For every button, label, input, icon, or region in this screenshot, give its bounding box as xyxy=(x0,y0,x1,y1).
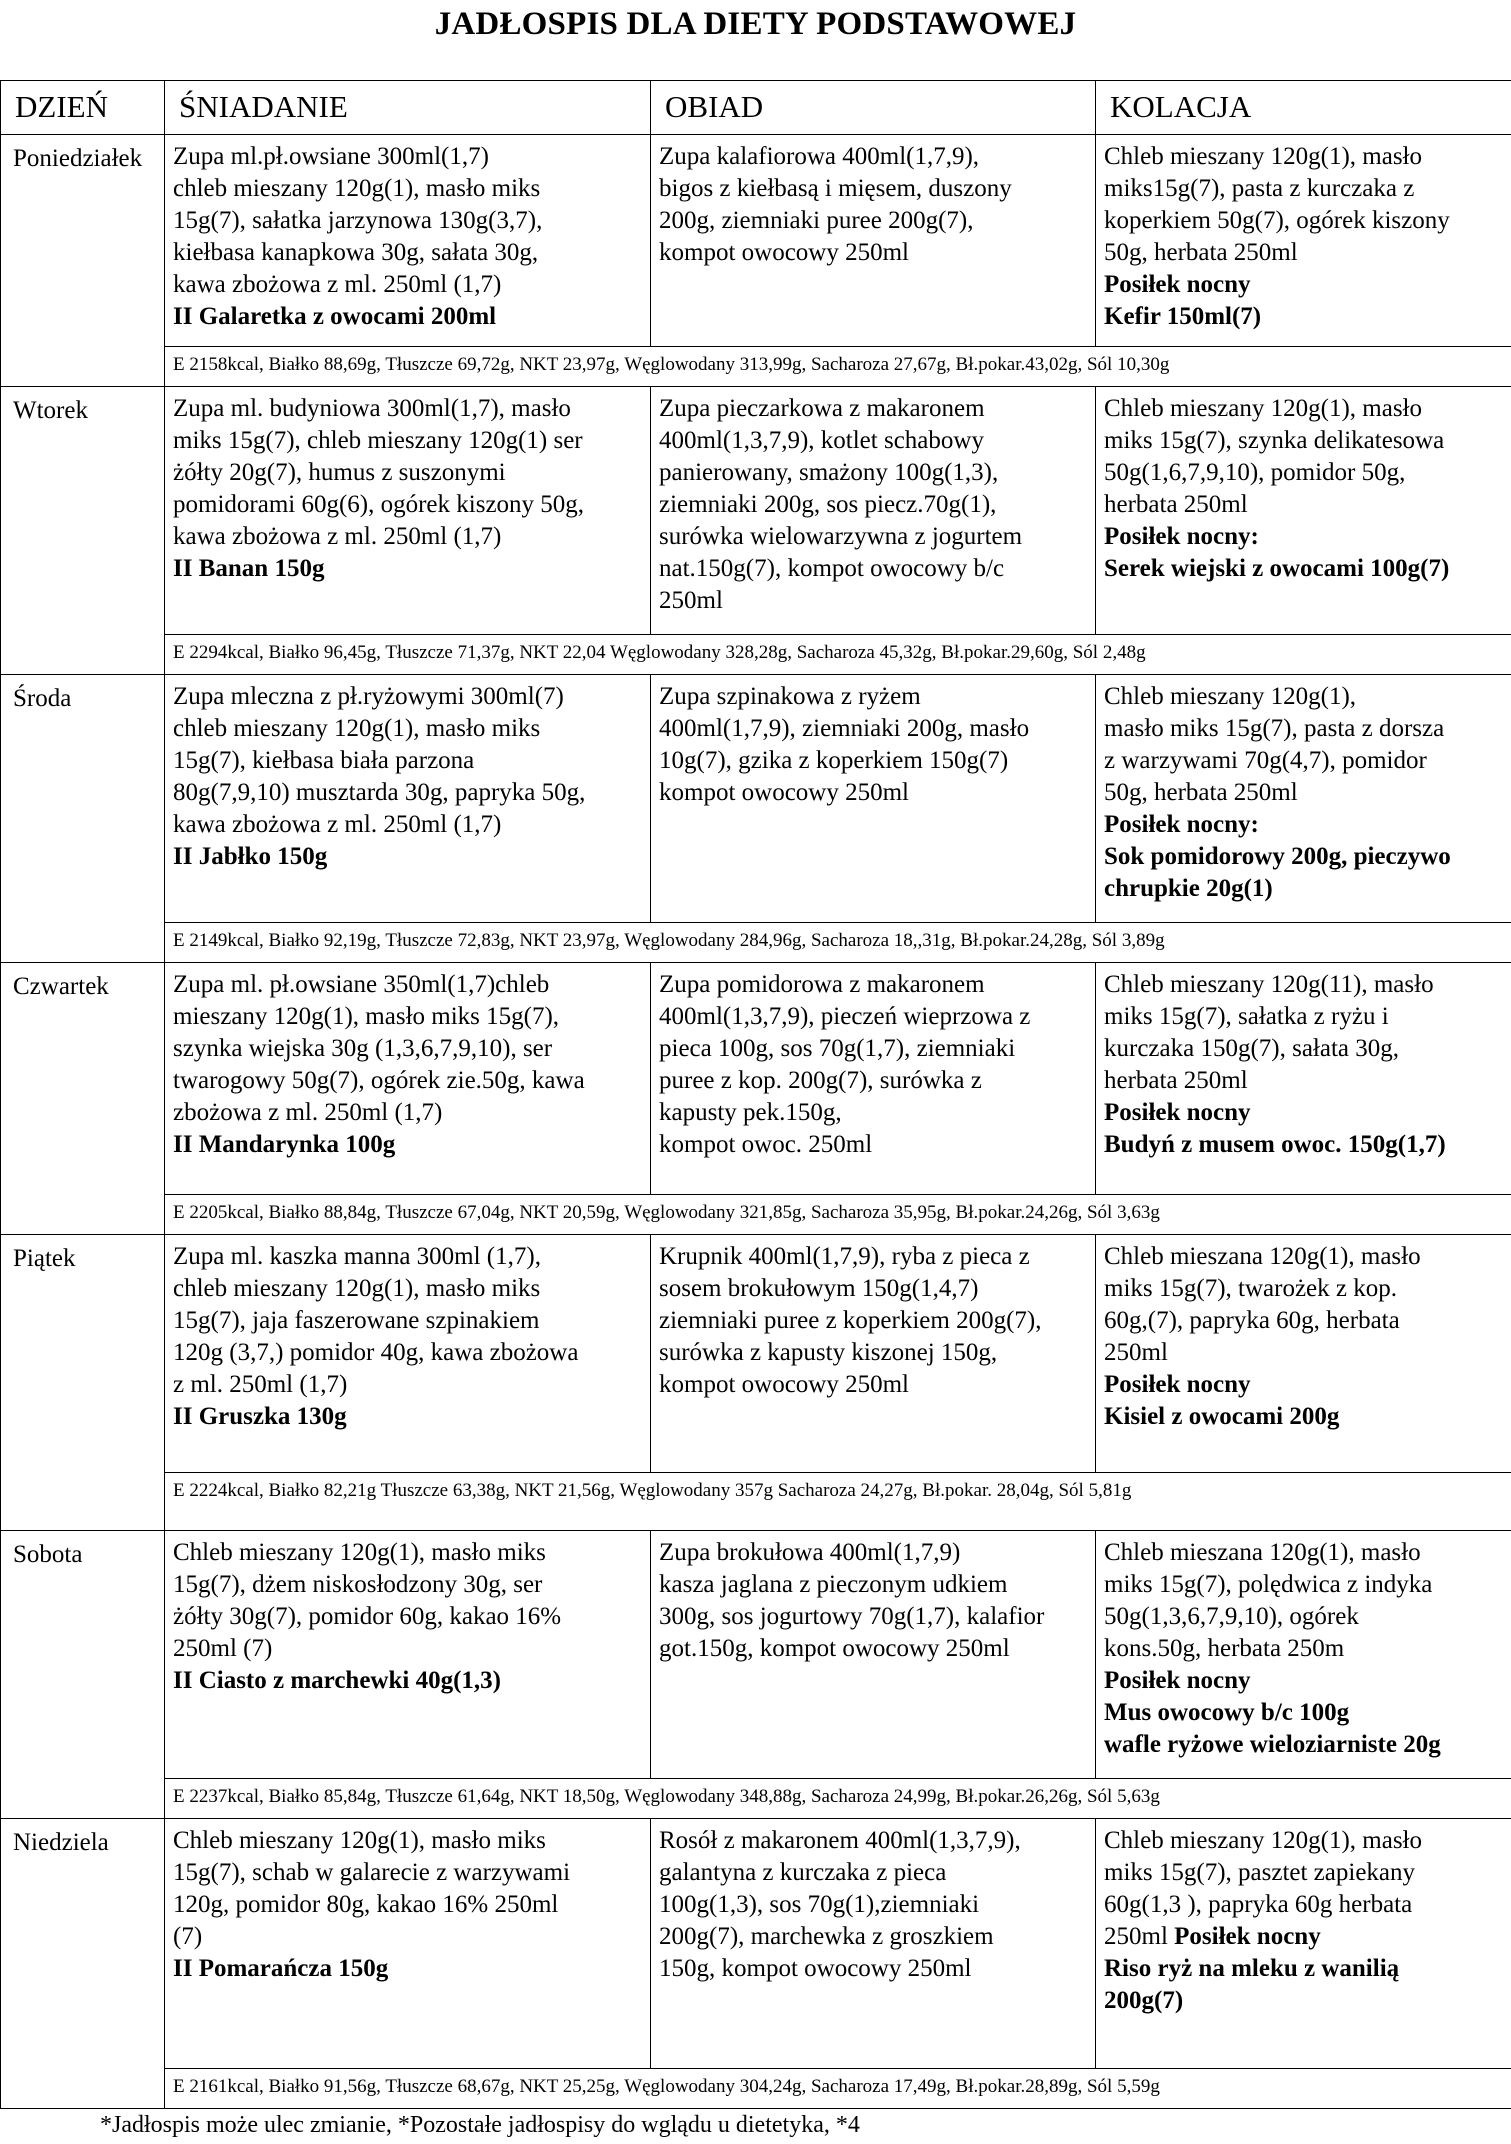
lunch-cell xyxy=(651,675,1096,923)
menu-table xyxy=(0,80,1511,2109)
breakfast-line: Zupa ml. kaszka manna 300ml (1,7), xyxy=(173,1243,541,1270)
lunch-line: 400ml(1,3,7,9), kotlet schabowy xyxy=(659,427,984,454)
dinner-line: chrupkie 20g(1) xyxy=(1104,875,1273,902)
summary-gap xyxy=(1,1195,165,1235)
dinner-line: wafle ryżowe wieloziarniste 20g xyxy=(1104,1731,1441,1758)
dinner-cell xyxy=(1096,675,1511,923)
header-dinner: KOLACJA xyxy=(1096,81,1511,135)
breakfast-line: 15g(7), jaja faszerowane szpinakiem xyxy=(173,1307,540,1334)
dinner-line: Kefir 150ml(7) xyxy=(1104,303,1262,330)
breakfast-line: chleb mieszany 120g(1), masło miks xyxy=(173,715,541,742)
lunch-line: surówka z kapusty kiszonej 150g, xyxy=(659,1339,998,1366)
breakfast-line: chleb mieszany 120g(1), masło miks xyxy=(173,1275,541,1302)
dinner-line: Chleb mieszana 120g(1), masło xyxy=(1104,1243,1421,1270)
dinner-line: Chleb mieszany 120g(1), xyxy=(1104,683,1357,710)
breakfast-line: (7) xyxy=(173,1923,203,1950)
lunch-line: Zupa brokułowa 400ml(1,7,9) xyxy=(659,1539,961,1566)
summary-gap xyxy=(1,635,165,675)
dinner-line: Serek wiejski z owocami 100g(7) xyxy=(1104,555,1450,582)
breakfast-line: II Pomarańcza 150g xyxy=(173,1955,389,1982)
dinner-line: Posiłek nocny xyxy=(1104,1667,1251,1694)
nutrition-summary: E 2158kcal, Białko 88,69g, Tłuszcze 69,72g, NKT 23,97g, Węglowodany 313,99g, Sacharoza 27,67g, Bł.pokar.43,02g, Sól 10,30g xyxy=(165,347,1511,387)
summary-row xyxy=(1,1473,1511,1531)
lunch-line: sosem brokułowym 150g(1,4,7) xyxy=(659,1275,979,1302)
nutrition-summary: E 2294kcal, Białko 96,45g, Tłuszcze 71,37g, NKT 22,04 Węglowodany 328,28g, Sacharoza 45,32g, Bł.pokar.29,60g, Sól 2,48g xyxy=(165,635,1511,675)
dinner-line: Chleb mieszany 120g(11), masło xyxy=(1104,971,1434,998)
dinner-line: Budyń z musem owoc. 150g(1,7) xyxy=(1104,1131,1446,1158)
menu-body xyxy=(1,135,1511,2109)
dinner-line: 50g(1,3,6,7,9,10), ogórek xyxy=(1104,1603,1359,1630)
breakfast-cell xyxy=(165,135,651,347)
dinner-line: 50g, herbata 250ml xyxy=(1104,239,1298,266)
day-row xyxy=(1,1819,1511,2069)
lunch-line: kasza jaglana z pieczonym udkiem xyxy=(659,1571,1008,1598)
breakfast-line: II Galaretka z owocami 200ml xyxy=(173,303,497,330)
lunch-line: 300g, sos jogurtowy 70g(1,7), kalafior xyxy=(659,1603,1045,1630)
breakfast-cell xyxy=(165,675,651,923)
dinner-line: Mus owocowy b/c 100g xyxy=(1104,1699,1350,1726)
dinner-line: Sok pomidorowy 200g, pieczywo xyxy=(1104,843,1451,870)
dinner-cell xyxy=(1096,1819,1511,2069)
breakfast-line: II Banan 150g xyxy=(173,555,325,582)
summary-row xyxy=(1,635,1511,675)
dinner-line: Chleb mieszany 120g(1), masło xyxy=(1104,143,1422,170)
lunch-line: Rosół z makaronem 400ml(1,3,7,9), xyxy=(659,1827,1021,1854)
dinner-line: miks15g(7), pasta z kurczaka z xyxy=(1104,175,1415,202)
lunch-line: panierowany, smażony 100g(1,3), xyxy=(659,459,999,486)
dinner-cell xyxy=(1096,1235,1511,1473)
lunch-line: 200g, ziemniaki puree 200g(7), xyxy=(659,207,974,234)
dinner-line: miks 15g(7), sałatka z ryżu i xyxy=(1104,1003,1389,1030)
breakfast-cell xyxy=(165,1235,651,1473)
breakfast-cell xyxy=(165,387,651,635)
dinner-cell xyxy=(1096,135,1511,347)
day-row xyxy=(1,1235,1511,1473)
lunch-line: Zupa kalafiorowa 400ml(1,7,9), xyxy=(659,143,980,170)
summary-row xyxy=(1,923,1511,963)
dinner-line: Chleb mieszana 120g(1), masło xyxy=(1104,1539,1421,1566)
lunch-line: 10g(7), gzika z koperkiem 150g(7) xyxy=(659,747,1009,774)
summary-gap xyxy=(1,2069,165,2109)
lunch-line: bigos z kiełbasą i mięsem, duszony xyxy=(659,175,1012,202)
breakfast-line: 15g(7), sałatka jarzynowa 130g(3,7), xyxy=(173,207,543,234)
breakfast-line: 15g(7), schab w galarecie z warzywami xyxy=(173,1859,571,1886)
breakfast-line: żółty 30g(7), pomidor 60g, kakao 16% xyxy=(173,1603,562,1630)
breakfast-line: 120g, pomidor 80g, kakao 16% 250ml xyxy=(173,1891,559,1918)
lunch-line: Zupa pomidorowa z makaronem xyxy=(659,971,985,998)
dinner-line: herbata 250ml xyxy=(1104,491,1248,518)
lunch-line: kompot owocowy 250ml xyxy=(659,1371,909,1398)
lunch-cell xyxy=(651,387,1096,635)
lunch-line: Zupa pieczarkowa z makaronem xyxy=(659,395,985,422)
lunch-line: got.150g, kompot owocowy 250ml xyxy=(659,1635,1010,1662)
lunch-line: kompot owocowy 250ml xyxy=(659,239,909,266)
lunch-line: ziemniaki 200g, sos piecz.70g(1), xyxy=(659,491,997,518)
dinner-line: kurczaka 150g(7), sałata 30g, xyxy=(1104,1035,1400,1062)
lunch-line: 150g, kompot owocowy 250ml xyxy=(659,1955,972,1982)
breakfast-cell xyxy=(165,963,651,1195)
breakfast-line: kawa zbożowa z ml. 250ml (1,7) xyxy=(173,523,502,550)
dinner-line: 60g,(7), papryka 60g, herbata xyxy=(1104,1307,1400,1334)
breakfast-line: z ml. 250ml (1,7) xyxy=(173,1371,348,1398)
summary-gap xyxy=(1,1779,165,1819)
nutrition-summary: E 2237kcal, Białko 85,84g, Tłuszcze 61,64g, NKT 18,50g, Węglowodany 348,88g, Sacharoza 24,99g, Bł.pokar.26,26g, Sól 5,63g xyxy=(165,1779,1511,1819)
lunch-cell xyxy=(651,135,1096,347)
nutrition-summary: E 2205kcal, Białko 88,84g, Tłuszcze 67,04g, NKT 20,59g, Węglowodany 321,85g, Sacharoza 35,95g, Bł.pokar.24,26g, Sól 3,63g xyxy=(165,1195,1511,1235)
dinner-line: masło miks 15g(7), pasta z dorsza xyxy=(1104,715,1445,742)
summary-row xyxy=(1,1195,1511,1235)
lunch-line: pieca 100g, sos 70g(1,7), ziemniaki xyxy=(659,1035,1016,1062)
page-title: JADŁOSPIS DLA DIETY PODSTAWOWEJ xyxy=(434,6,1077,42)
lunch-line: galantyna z kurczaka z pieca xyxy=(659,1859,947,1886)
dinner-line: Kisiel z owocami 200g xyxy=(1104,1403,1340,1430)
breakfast-line: kawa zbożowa z ml. 250ml (1,7) xyxy=(173,811,502,838)
summary-gap xyxy=(1,923,165,963)
header-day: DZIEŃ xyxy=(1,81,165,135)
day-name: Wtorek xyxy=(1,387,165,635)
summary-row xyxy=(1,1779,1511,1819)
day-row xyxy=(1,963,1511,1195)
lunch-line: 400ml(1,3,7,9), pieczeń wieprzowa z xyxy=(659,1003,1031,1030)
summary-row xyxy=(1,347,1511,387)
lunch-line: surówka wielowarzywna z jogurtem xyxy=(659,523,1023,550)
breakfast-line: Zupa ml. budyniowa 300ml(1,7), masło xyxy=(173,395,571,422)
dinner-line: miks 15g(7), twarożek z kop. xyxy=(1104,1275,1397,1302)
dinner-line: miks 15g(7), pasztet zapiekany xyxy=(1104,1859,1416,1886)
dinner-line: Chleb mieszany 120g(1), masło xyxy=(1104,1827,1422,1854)
breakfast-line: zbożowa z ml. 250ml (1,7) xyxy=(173,1099,443,1126)
summary-row xyxy=(1,2069,1511,2109)
day-name: Piątek xyxy=(1,1235,165,1473)
dinner-line: Riso ryż na mleku z wanilią xyxy=(1104,1955,1400,1982)
breakfast-line: Chleb mieszany 120g(1), masło miks xyxy=(173,1539,546,1566)
header-row xyxy=(1,81,1511,135)
night-meal-label: Posiłek nocny xyxy=(1174,1923,1321,1950)
summary-gap xyxy=(1,347,165,387)
dinner-line: Posiłek nocny xyxy=(1104,271,1251,298)
day-row xyxy=(1,135,1511,347)
dinner-line: Posiłek nocny xyxy=(1104,1371,1251,1398)
lunch-line: kompot owocowy 250ml xyxy=(659,779,909,806)
lunch-line: 400ml(1,7,9), ziemniaki 200g, masło xyxy=(659,715,1030,742)
day-row xyxy=(1,387,1511,635)
lunch-cell xyxy=(651,1235,1096,1473)
lunch-line: nat.150g(7), kompot owocowy b/c xyxy=(659,555,1005,582)
breakfast-line: Zupa ml.pł.owsiane 300ml(1,7) xyxy=(173,143,489,170)
lunch-line: Zupa szpinakowa z ryżem xyxy=(659,683,921,710)
breakfast-line: 120g (3,7,) pomidor 40g, kawa zbożowa xyxy=(173,1339,579,1366)
dinner-line xyxy=(1104,1921,1505,1953)
breakfast-line: II Jabłko 150g xyxy=(173,843,328,870)
breakfast-line: kawa zbożowa z ml. 250ml (1,7) xyxy=(173,271,502,298)
breakfast-line: Zupa mleczna z pł.ryżowymi 300ml(7) xyxy=(173,683,564,710)
lunch-line: puree z kop. 200g(7), surówka z xyxy=(659,1067,982,1094)
dinner-line: kons.50g, herbata 250m xyxy=(1104,1635,1345,1662)
day-name: Czwartek xyxy=(1,963,165,1195)
breakfast-line: pomidorami 60g(6), ogórek kiszony 50g, xyxy=(173,491,585,518)
dinner-line: 50g(1,6,7,9,10), pomidor 50g, xyxy=(1104,459,1406,486)
breakfast-line: twarogowy 50g(7), ogórek zie.50g, kawa xyxy=(173,1067,585,1094)
breakfast-line: II Ciasto z marchewki 40g(1,3) xyxy=(173,1667,501,1694)
day-name: Poniedziałek xyxy=(1,135,165,347)
dinner-line: 50g, herbata 250ml xyxy=(1104,779,1298,806)
breakfast-line: II Gruszka 130g xyxy=(173,1403,347,1430)
dinner-line: herbata 250ml xyxy=(1104,1067,1248,1094)
dinner-line: 60g(1,3 ), papryka 60g herbata xyxy=(1104,1891,1413,1918)
day-name: Środa xyxy=(1,675,165,923)
dinner-line: Posiłek nocny xyxy=(1104,1099,1251,1126)
dinner-line: Chleb mieszany 120g(1), masło xyxy=(1104,395,1422,422)
breakfast-line: 80g(7,9,10) musztarda 30g, papryka 50g, xyxy=(173,779,586,806)
day-row xyxy=(1,1531,1511,1779)
lunch-cell xyxy=(651,1531,1096,1779)
dinner-line: miks 15g(7), polędwica z indyka xyxy=(1104,1571,1433,1598)
lunch-line: ziemniaki puree z koperkiem 200g(7), xyxy=(659,1307,1042,1334)
dinner-line: z warzywami 70g(4,7), pomidor xyxy=(1104,747,1427,774)
breakfast-line: Chleb mieszany 120g(1), masło miks xyxy=(173,1827,546,1854)
dinner-cell xyxy=(1096,963,1511,1195)
dinner-line: 200g(7) xyxy=(1104,1987,1184,2014)
breakfast-cell xyxy=(165,1819,651,2069)
dinner-line: miks 15g(7), szynka delikatesowa xyxy=(1104,427,1445,454)
day-name: Sobota xyxy=(1,1531,165,1779)
dinner-line: koperkiem 50g(7), ogórek kiszony xyxy=(1104,207,1450,234)
breakfast-line: mieszany 120g(1), masło miks 15g(7), xyxy=(173,1003,560,1030)
lunch-line: 250ml xyxy=(659,587,723,614)
breakfast-line: chleb mieszany 120g(1), masło miks xyxy=(173,175,541,202)
nutrition-summary: E 2224kcal, Białko 82,21g Tłuszcze 63,38g, NKT 21,56g, Węglowodany 357g Sacharoza 24,27g, Bł.pokar. 28,04g, Sól 5,81g xyxy=(165,1473,1511,1531)
lunch-line: Krupnik 400ml(1,7,9), ryba z pieca z xyxy=(659,1243,1030,1270)
breakfast-line: Zupa ml. pł.owsiane 350ml(1,7)chleb xyxy=(173,971,550,998)
breakfast-line: miks 15g(7), chleb mieszany 120g(1) ser xyxy=(173,427,583,454)
breakfast-line: kiełbasa kanapkowa 30g, sałata 30g, xyxy=(173,239,539,266)
lunch-line: 200g(7), marchewka z groszkiem xyxy=(659,1923,994,1950)
breakfast-line: szynka wiejska 30g (1,3,6,7,9,10), ser xyxy=(173,1035,553,1062)
nutrition-summary: E 2161kcal, Białko 91,56g, Tłuszcze 68,67g, NKT 25,25g, Węglowodany 304,24g, Sacharoza 17,49g, Bł.pokar.28,89g, Sól 5,59g xyxy=(165,2069,1511,2109)
breakfast-line: II Mandarynka 100g xyxy=(173,1131,396,1158)
summary-gap xyxy=(1,1473,165,1531)
lunch-cell xyxy=(651,963,1096,1195)
breakfast-cell xyxy=(165,1531,651,1779)
breakfast-line: żółty 20g(7), humus z suszonymi xyxy=(173,459,506,486)
dinner-line: 250ml xyxy=(1104,1339,1168,1366)
footnote: *Jadłospis może ulec zmianie, *Pozostałe jadłospisy do wglądu u dietetyka, *4 xyxy=(100,2112,860,2138)
lunch-line: kompot owoc. 250ml xyxy=(659,1131,873,1158)
breakfast-line: 250ml (7) xyxy=(173,1635,273,1662)
day-row xyxy=(1,675,1511,923)
lunch-line: kapusty pek.150g, xyxy=(659,1099,842,1126)
dinner-cell xyxy=(1096,387,1511,635)
breakfast-line: 15g(7), dżem niskosłodzony 30g, ser xyxy=(173,1571,543,1598)
dinner-line: Posiłek nocny: xyxy=(1104,811,1259,838)
dinner-line: Posiłek nocny: xyxy=(1104,523,1259,550)
lunch-cell xyxy=(651,1819,1096,2069)
dinner-line-part: 250ml xyxy=(1104,1923,1175,1950)
nutrition-summary: E 2149kcal, Białko 92,19g, Tłuszcze 72,83g, NKT 23,97g, Węglowodany 284,96g, Sacharoza 18,,31g, Bł.pokar.24,28g, Sól 3,89g xyxy=(165,923,1511,963)
dinner-cell xyxy=(1096,1531,1511,1779)
header-lunch: OBIAD xyxy=(651,81,1096,135)
lunch-line: 100g(1,3), sos 70g(1),ziemniaki xyxy=(659,1891,980,1918)
header-breakfast: ŚNIADANIE xyxy=(165,81,651,135)
breakfast-line: 15g(7), kiełbasa biała parzona xyxy=(173,747,475,774)
day-name: Niedziela xyxy=(1,1819,165,2069)
